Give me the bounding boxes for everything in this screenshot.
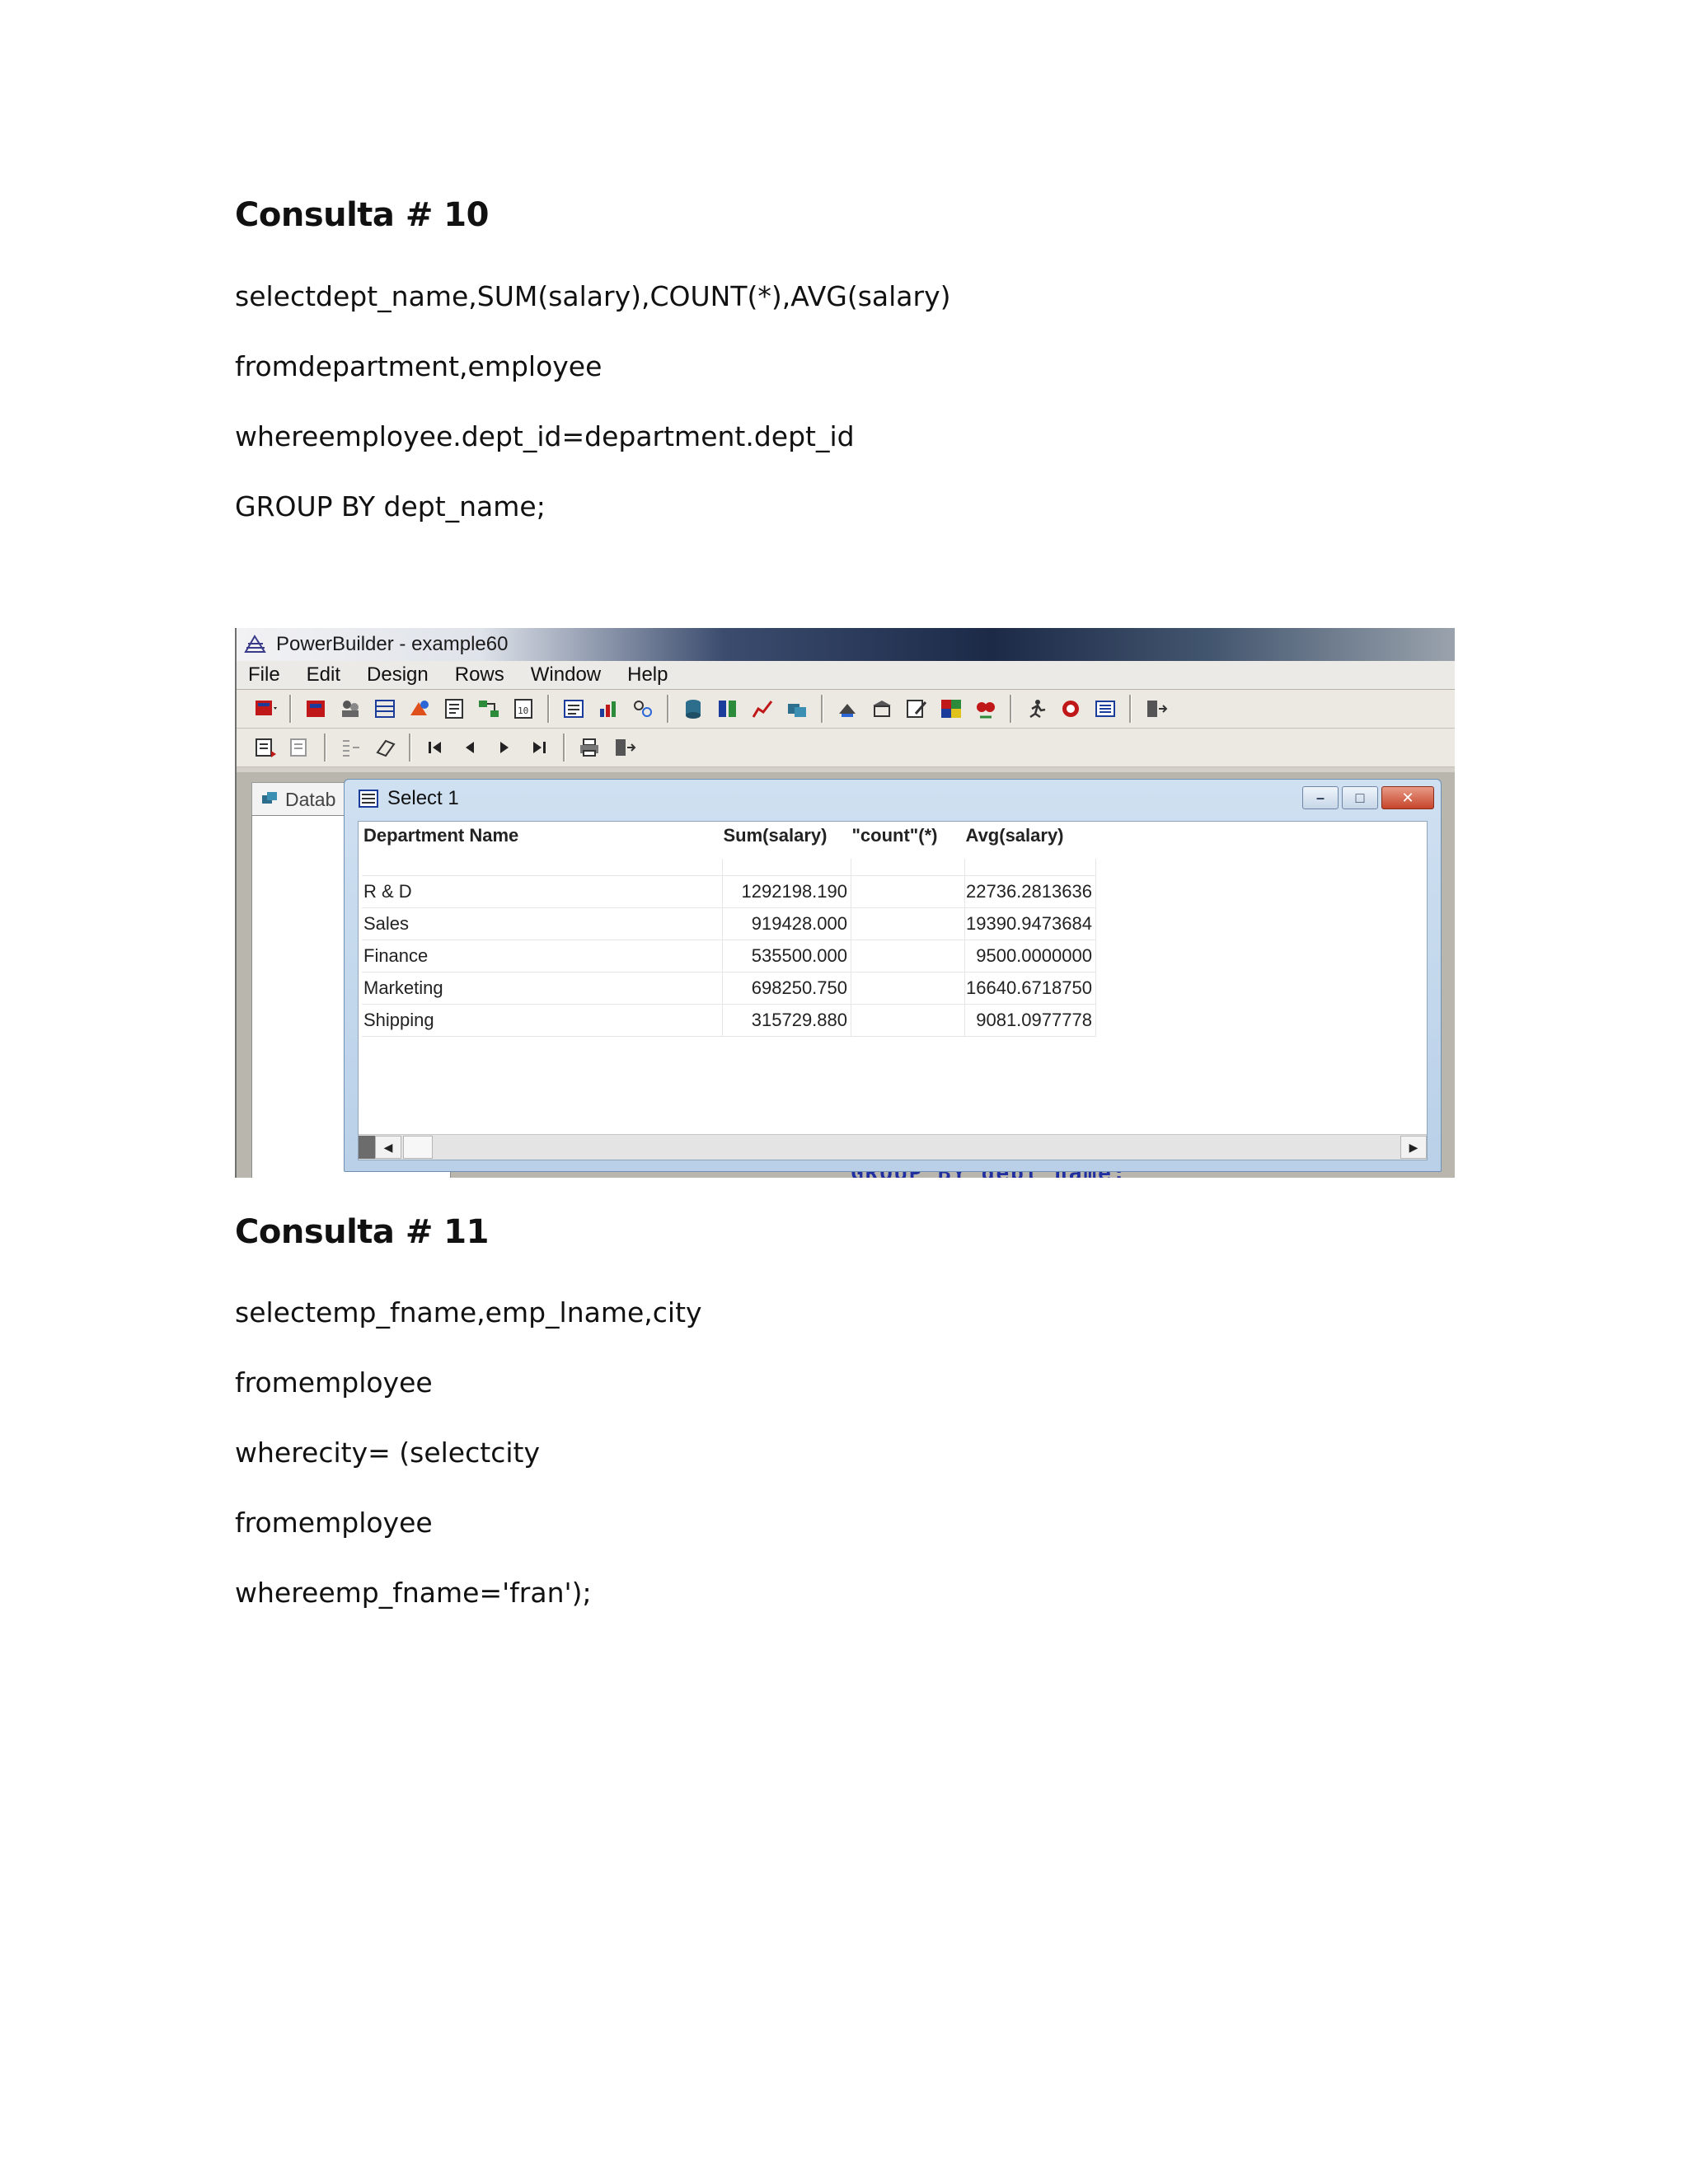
print-button[interactable] [575,734,603,761]
right-arrow-icon: ▶ [1409,1140,1418,1154]
columns-button[interactable] [714,696,742,722]
run-icon [835,697,860,720]
stop-button[interactable] [1057,696,1085,722]
grid-button[interactable] [371,696,399,722]
heading-consulta-10: Consulta # 10 [235,196,489,234]
preview-icon [561,697,586,720]
run-button[interactable] [833,696,861,722]
graph-icon [750,697,775,720]
last-row-button[interactable] [525,734,553,761]
paint-button[interactable] [406,696,434,722]
report-icon [442,697,467,720]
column-header-avg-salary[interactable]: Avg(salary) [965,825,1064,846]
cell-department: Shipping [362,1005,723,1037]
cell-avg-salary: 19390.9473684 [965,908,1096,940]
cell-avg-salary: 9500.0000000 [965,940,1096,972]
insert-row-icon [253,736,278,759]
db-profile-button[interactable] [783,696,811,722]
runner-icon [1024,697,1048,720]
query-11-line-3: wherecity= (selectcity [235,1436,540,1469]
library-button[interactable] [868,696,896,722]
new-icon [253,697,278,720]
table-row[interactable] [362,940,1095,972]
cell-count [851,908,965,940]
menu-help[interactable]: Help [627,663,668,686]
relations-icon [476,697,501,720]
link-icon [631,697,655,720]
cell-department: R & D [362,876,723,908]
column-header-count[interactable]: "count"(*) [851,825,938,846]
script-button[interactable] [1091,696,1119,722]
database-button[interactable] [679,696,707,722]
cell-department: Sales [362,908,723,940]
last-icon [527,736,551,759]
window-controls [1302,786,1434,809]
cell-count [851,1005,965,1037]
printer-icon [577,736,602,759]
new-dropdown-button[interactable] [251,696,279,722]
datawindow-icon [303,697,328,720]
next-icon [492,736,517,759]
debug-button[interactable] [972,696,1000,722]
datawindow-icon [358,789,379,808]
scroll-left-button[interactable] [375,1136,401,1159]
mdi-workspace [237,772,1455,1178]
sort-icon [338,736,363,759]
insert-row-button[interactable] [251,734,279,761]
report-button[interactable] [440,696,468,722]
table-row[interactable] [362,908,1095,940]
select-1-titlebar[interactable] [345,780,1441,818]
cell-avg-salary: 9081.0977778 [965,1005,1096,1037]
query-10-line-2: fromdepartment,employee [235,350,603,382]
query-10-line-1: selectdept_name,SUM(salary),COUNT(*),AVG(salary) [235,280,951,312]
binary-icon [511,697,536,720]
edit-script-button[interactable] [903,696,931,722]
clear-button[interactable] [371,734,399,761]
binary-button[interactable] [509,696,537,722]
result-table [362,822,1096,1037]
cell-count [851,972,965,1005]
close-button[interactable]: ✕ [1381,786,1434,809]
cell-sum-salary: 919428.000 [723,908,851,940]
query-11-line-4: fromemployee [235,1507,433,1539]
query-10-line-4: GROUP BY dept_name; [235,490,546,523]
stop-icon [1058,697,1083,720]
select-1-title: Select 1 [387,787,459,809]
paint-icon [407,697,432,720]
cell-count [851,940,965,972]
debug-icon [973,697,998,720]
select-1-window [344,779,1442,1172]
menu-edit[interactable]: Edit [306,663,341,686]
first-icon [423,736,448,759]
relations-button[interactable] [475,696,503,722]
table-row[interactable] [362,876,1095,908]
split-handle[interactable] [359,1136,375,1159]
query-11-line-5: whereemp_fname='fran'); [235,1577,592,1609]
library-icon [870,697,894,720]
columns-icon [715,697,740,720]
horizontal-scrollbar[interactable] [359,1134,1427,1160]
eraser-icon [373,736,397,759]
menu-bar [237,661,1455,690]
sort-button[interactable] [336,734,364,761]
powerbuilder-logo-icon [243,632,268,657]
table-row[interactable] [362,972,1095,1005]
users-button[interactable] [336,696,364,722]
query-11-line-1: selectemp_fname,emp_lname,city [235,1296,702,1329]
scroll-thumb[interactable] [403,1136,433,1159]
left-arrow-icon: ◀ [383,1140,393,1154]
cell-sum-salary: 698250.750 [723,972,851,1005]
next-row-button[interactable] [490,734,518,761]
secondary-toolbar [237,729,1455,767]
menu-file[interactable]: File [248,663,280,686]
main-toolbar [237,690,1455,729]
script-icon [1093,697,1118,720]
cell-sum-salary: 1292198.190 [723,876,851,908]
graph-button[interactable] [748,696,776,722]
heading-consulta-11: Consulta # 11 [235,1213,489,1251]
prev-row-button[interactable] [456,734,484,761]
color-icon [939,697,964,720]
query-11-line-2: fromemployee [235,1366,433,1399]
exit-icon [612,736,636,759]
svg-text:10: 10 [518,705,529,716]
cell-avg-salary: 16640.6718750 [965,972,1096,1005]
result-grid [358,821,1428,1160]
database-icon [681,697,706,720]
app-title: PowerBuilder - example60 [276,633,509,655]
chart-icon [596,697,621,720]
scroll-right-button[interactable] [1400,1136,1427,1159]
cell-department: Marketing [362,972,723,1005]
database-tab-label: Datab [285,788,336,810]
app-titlebar [237,628,1455,661]
users-icon [338,697,363,720]
edit-script-icon [904,697,929,720]
db-profile-icon [785,697,809,720]
grid-icon [373,697,397,720]
delete-row-icon [288,736,312,759]
powerbuilder-screenshot [235,628,1455,1178]
cell-sum-salary: 315729.880 [723,1005,851,1037]
cell-avg-salary: 22736.2813636 [965,876,1096,908]
database-icon [260,790,279,808]
exit-button[interactable] [1142,696,1170,722]
column-header-department[interactable]: Department Name [363,825,519,846]
delete-row-button[interactable] [286,734,314,761]
cell-department: Finance [362,940,723,972]
close-view-button[interactable] [610,734,638,761]
minimize-button[interactable]: – [1302,786,1339,809]
link-button[interactable] [629,696,657,722]
exit-icon [1143,697,1168,720]
first-row-button[interactable] [421,734,449,761]
column-header-sum-salary[interactable]: Sum(salary) [723,825,828,846]
query-10-line-3: whereemployee.dept_id=department.dept_id [235,420,855,452]
prev-icon [457,736,482,759]
menu-design[interactable]: Design [367,663,429,686]
cell-count [851,876,965,908]
runner-button[interactable] [1022,696,1050,722]
color-button[interactable] [937,696,965,722]
preview-button[interactable] [560,696,588,722]
table-row[interactable] [362,1005,1095,1037]
chart-button[interactable] [594,696,622,722]
cell-sum-salary: 535500.000 [723,940,851,972]
menu-rows[interactable]: Rows [454,663,504,686]
datawindow-button[interactable] [302,696,330,722]
maximize-button[interactable]: □ [1342,786,1378,809]
menu-window[interactable]: Window [530,663,602,686]
